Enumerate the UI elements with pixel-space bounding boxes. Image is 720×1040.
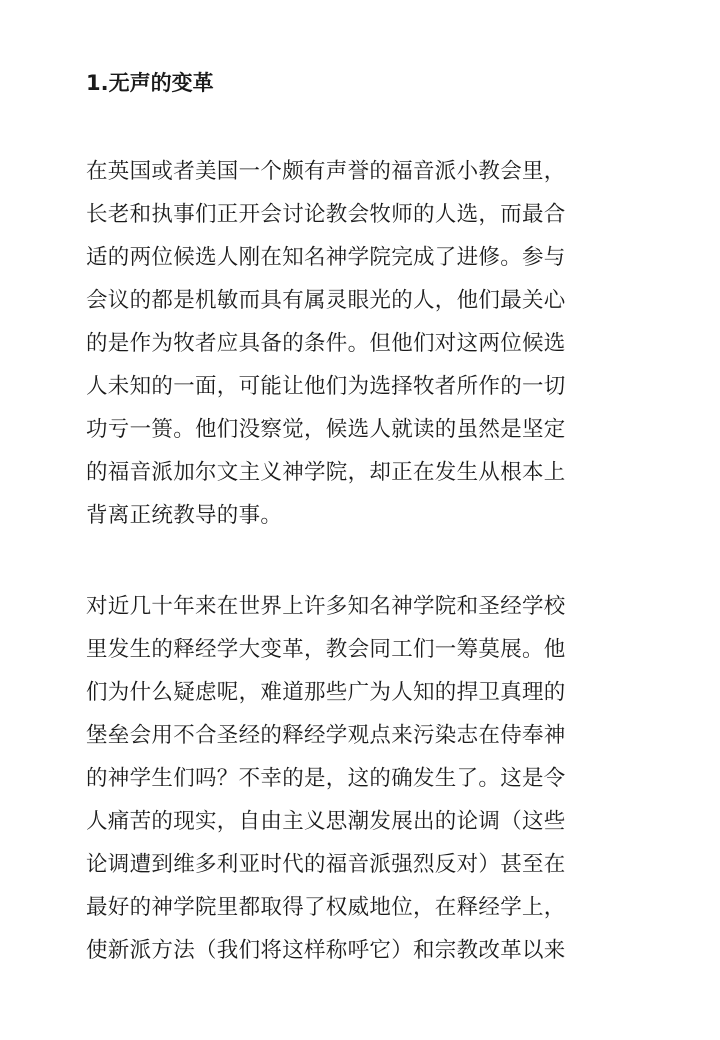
section-title: 1.无声的变革 [86,71,214,95]
text-line: 长老和执事们正开会讨论教会牧师的人选，而最合 [86,202,566,227]
text-line: 人未知的一面，可能让他们为选择牧者所作的一切 [86,374,566,399]
text-line: 人痛苦的现实，自由主义思潮发展出的论调（这些 [86,809,566,834]
paragraph-1 [86,150,626,537]
text-line: 最好的神学院里都取得了权威地位，在释经学上， [86,895,566,920]
text-line: 会议的都是机敏而具有属灵眼光的人，他们最关心 [86,288,566,313]
text-line: 里发生的释经学大变革，教会同工们一筹莫展。他 [86,637,566,662]
text-line: 们为什么疑虑呢，难道那些广为人知的捍卫真理的 [86,680,566,705]
text-line: 的是作为牧者应具备的条件。但他们对这两位候选 [86,331,566,356]
paragraph-2 [86,585,626,972]
text-line: 在英国或者美国一个颇有声誉的福音派小教会里， [86,159,566,184]
text-line: 的福音派加尔文主义神学院，却正在发生从根本上 [86,460,566,485]
text-line: 适的两位候选人刚在知名神学院完成了进修。参与 [86,245,566,270]
text-line: 堡垒会用不合圣经的释经学观点来污染志在侍奉神 [86,723,566,748]
text-line: 对近几十年来在世界上许多知名神学院和圣经学校 [86,594,566,619]
text-line: 论调遭到维多利亚时代的福音派强烈反对）甚至在 [86,852,566,877]
text-line: 使新派方法（我们将这样称呼它）和宗教改革以来 [86,938,566,963]
text-line: 的神学生们吗？不幸的是，这的确发生了。这是令 [86,766,566,791]
text-line: 功亏一篑。他们没察觉，候选人就读的虽然是坚定 [86,417,566,442]
text-line: 背离正统教导的事。 [86,503,283,528]
